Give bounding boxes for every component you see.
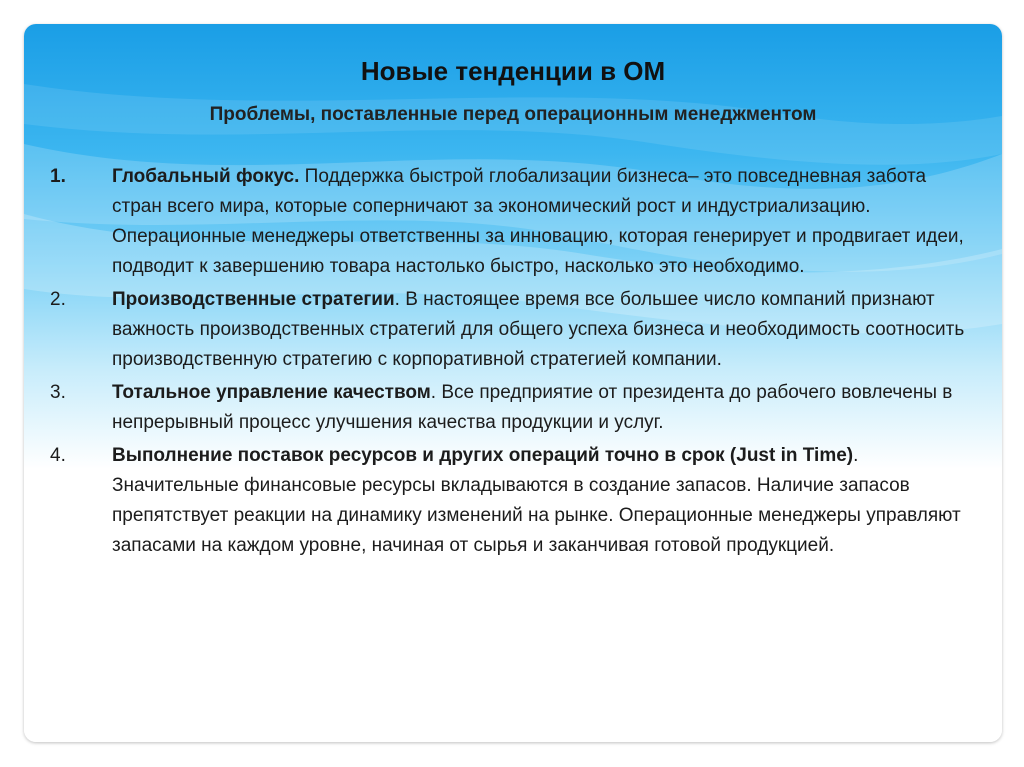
item-text: Поддержка быстрой глобализации бизнеса– это повседневная забота стран всего мира, которые соперничают за экономический рост и индустриализацию. Операционные менеджеры ответственны за инновацию, которая генерирует и продвигает идеи, подводит к завершению товара настолько быстро, насколько это необходимо. [112,166,964,277]
list-item [50,378,980,438]
item-heading: Производственные стратегии [112,289,395,310]
slide [24,24,1002,742]
list-item [50,285,980,375]
trends-list [50,162,980,564]
item-text: . Все предприятие от президента до рабочего вовлечены в непрерывный процесс улучшения качества продукции и услуг. [112,382,953,433]
item-number: 2. [50,289,66,310]
item-number: 4. [50,445,66,466]
item-heading: Глобальный фокус. [112,166,300,187]
slide-subtitle: Проблемы, поставленные перед операционным менеджментом [209,104,817,125]
item-text: . В настоящее время все большее число компаний признают важность производственных стратегий для общего успеха бизнеса и необходимость соотносить производственную стратегию с корпоративной стратегией компании. [112,289,965,370]
item-heading: Тотальное управление качеством [112,382,431,403]
list-item [50,162,980,282]
slide-title: Новые тенденции в ОМ [360,56,666,86]
item-number: 3. [50,382,66,403]
item-heading: Выполнение поставок ресурсов и других операций точно в срок (Just in Time) [112,445,854,466]
item-text: . Значительные финансовые ресурсы вкладываются в создание запасов. Наличие запасов препятствует реакции на динамику изменений на рынке. Операционные менеджеры управляют запасами на каждом уровне, начиная от сырья и заканчивая готовой продукцией. [112,445,961,556]
list-item [50,441,980,561]
item-number: 1. [50,166,66,187]
